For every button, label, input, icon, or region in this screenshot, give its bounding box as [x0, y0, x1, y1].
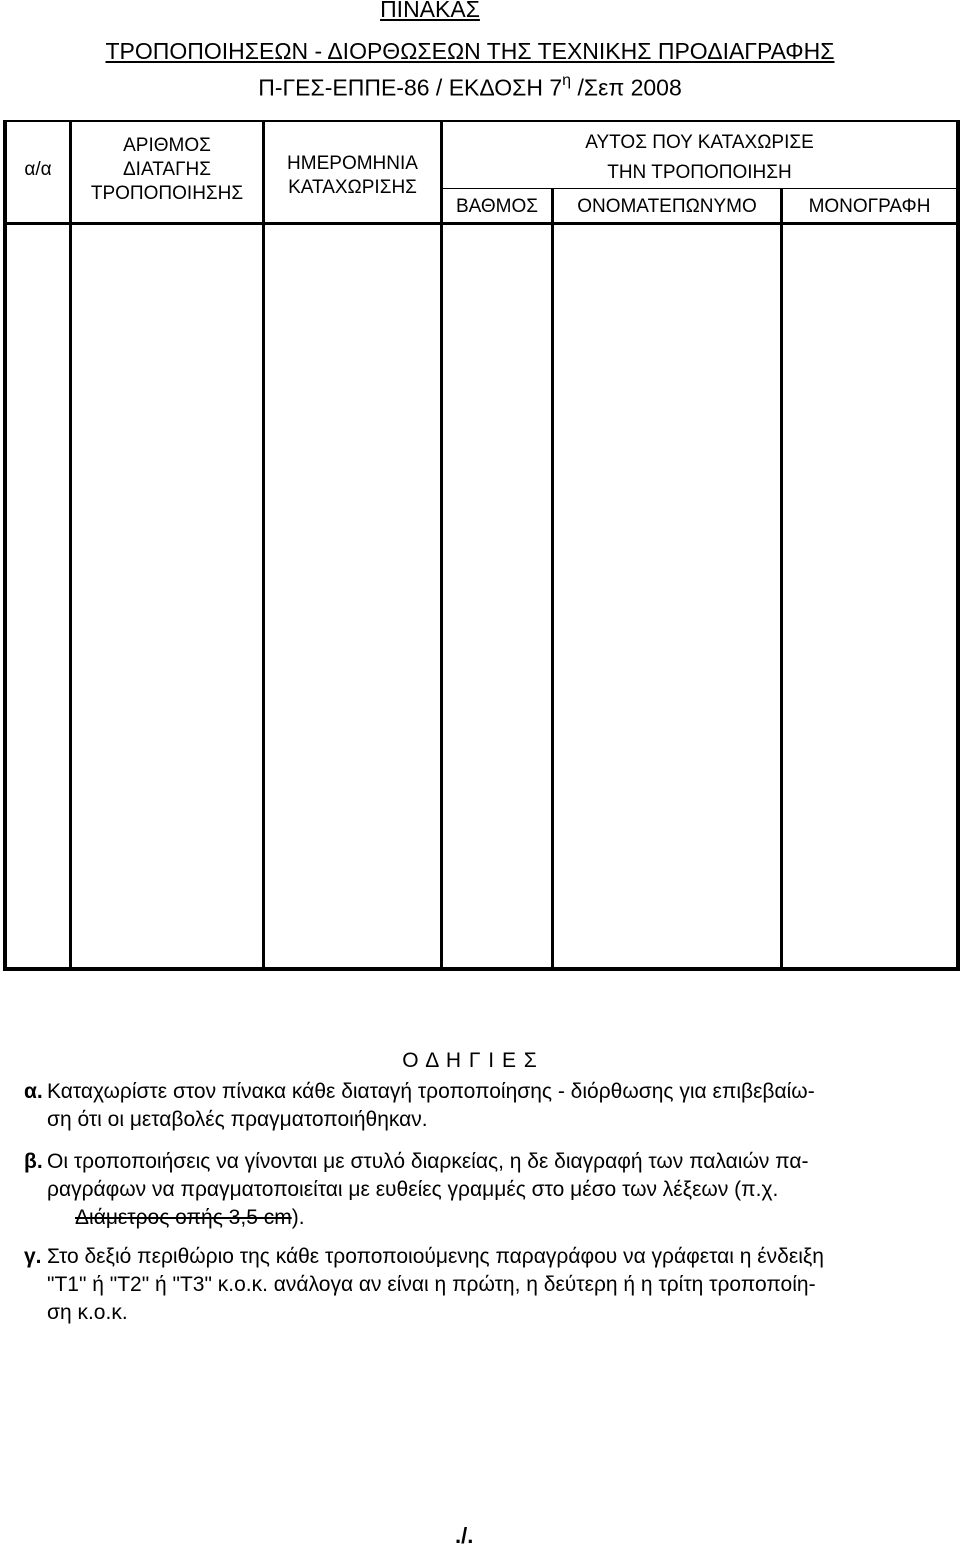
col-header-date: [265, 152, 440, 200]
instruction-a-row: [24, 1078, 919, 1106]
instruction-b-line2: ραγράφων να πραγματοποιείται με ευθείες γραμμές στο μέσο των λέξεων (π.χ.: [47, 1178, 779, 1201]
col-date-line: ΚΑΤΑΧΩΡΙΣΗΣ: [288, 177, 417, 198]
spec-prefix: Π-ΓΕΣ-ΕΠΠΕ-86 / ΕΚΔΟΣΗ 7: [258, 74, 563, 101]
instruction-b-line1: Οι τροποποιήσεις να γίνονται με στυλό διαρκείας, η δε διαγραφή των παλαιών πα-: [47, 1150, 809, 1173]
instruction-c-line3: ση κ.ο.κ.: [47, 1301, 128, 1324]
col-order-line: ΑΡΙΘΜΟΣ: [123, 135, 211, 156]
registrar-divider: [443, 188, 957, 189]
col-registrar-line: ΤΗΝ ΤΡΟΠΟΠΟΙΗΣΗ: [607, 162, 792, 183]
col-order-line: ΔΙΑΤΑΓΗΣ: [122, 159, 212, 180]
col-line-1: [69, 120, 72, 969]
instruction-b-label: β.: [24, 1150, 43, 1173]
instruction-c-label: γ.: [24, 1245, 42, 1268]
title-text: ΠΙΝΑΚΑΣ: [380, 0, 480, 22]
table-border-top: [3, 120, 959, 122]
instruction-c-line1: Στο δεξιό περιθώριο της κάθε τροποποιούμενης παραγράφου να γράφεται η ένδειξη: [47, 1245, 824, 1268]
col-line-5: [780, 188, 783, 969]
instruction-a-line2: ση ότι οι μεταβολές πραγματοποιήθηκαν.: [47, 1108, 428, 1131]
col-line-2: [262, 120, 265, 969]
strikethrough-example: Διάμετρος οπής 3,5 cm: [75, 1206, 292, 1229]
col-header-registrar: [443, 128, 956, 188]
col-registrar-line: ΑΥΤΟΣ ΠΟΥ ΚΑΤΑΧΩΡΙΣΕ: [585, 132, 814, 153]
sub-header-name: ΟΝΟΜΑΤΕΠΩΝΥΜΟ: [577, 196, 757, 217]
instruction-c: [24, 1243, 927, 1327]
page-title: [0, 0, 860, 23]
instruction-b-close: ).: [291, 1206, 305, 1229]
col-header-order: [72, 134, 262, 206]
end-mark: ./.: [455, 1523, 474, 1548]
sub-header-rank: ΒΑΘΜΟΣ: [455, 196, 539, 217]
instruction-b-line3: [47, 1204, 919, 1232]
instruction-c-row: [24, 1243, 927, 1271]
instruction-a-line1: Καταχωρίστε στον πίνακα κάθε διαταγή τροποποίησης - διόρθωσης για επιβεβαίω-: [47, 1080, 815, 1103]
instruction-b: [24, 1148, 919, 1232]
col-header-aa: α/α: [24, 159, 52, 180]
page-subtitle: ΤΡΟΠΟΠΟΙΗΣΕΩΝ - ΔΙΟΡΘΩΣΕΩΝ ΤΗΣ ΤΕΧΝΙΚΗΣ ΠΡΟΔΙΑΓΡΑΦΗΣ: [105, 38, 835, 64]
col-order-line: ΤΡΟΠΟΠΟΙΗΣΗΣ: [90, 183, 244, 204]
table-border-bottom: [3, 967, 959, 971]
instructions-title: Ο Δ Η Γ Ι Ε Σ: [402, 1049, 538, 1072]
table-border-right: [956, 120, 960, 971]
col-date-line: ΗΜΕΡΟΜΗΝΙΑ: [287, 153, 418, 174]
col-line-4: [551, 188, 554, 969]
sub-header-signature: ΜΟΝΟΓΡΑΦΗ: [808, 196, 931, 217]
instruction-a-label: α.: [24, 1080, 43, 1103]
header-divider: [3, 222, 959, 225]
instruction-b-row: [24, 1148, 919, 1176]
table-border-left: [3, 120, 7, 971]
spec-suffix: /Σεπ 2008: [571, 74, 682, 101]
spec-line: [0, 74, 940, 102]
instruction-a: [24, 1078, 919, 1134]
spec-superscript: η: [562, 72, 572, 89]
instruction-c-line2: "Τ1" ή "Τ2" ή "Τ3" κ.ο.κ. ανάλογα αν είναι η πρώτη, η δεύτερη ή η τρίτη τροποποίη-: [47, 1273, 816, 1296]
col-line-3: [440, 120, 443, 969]
